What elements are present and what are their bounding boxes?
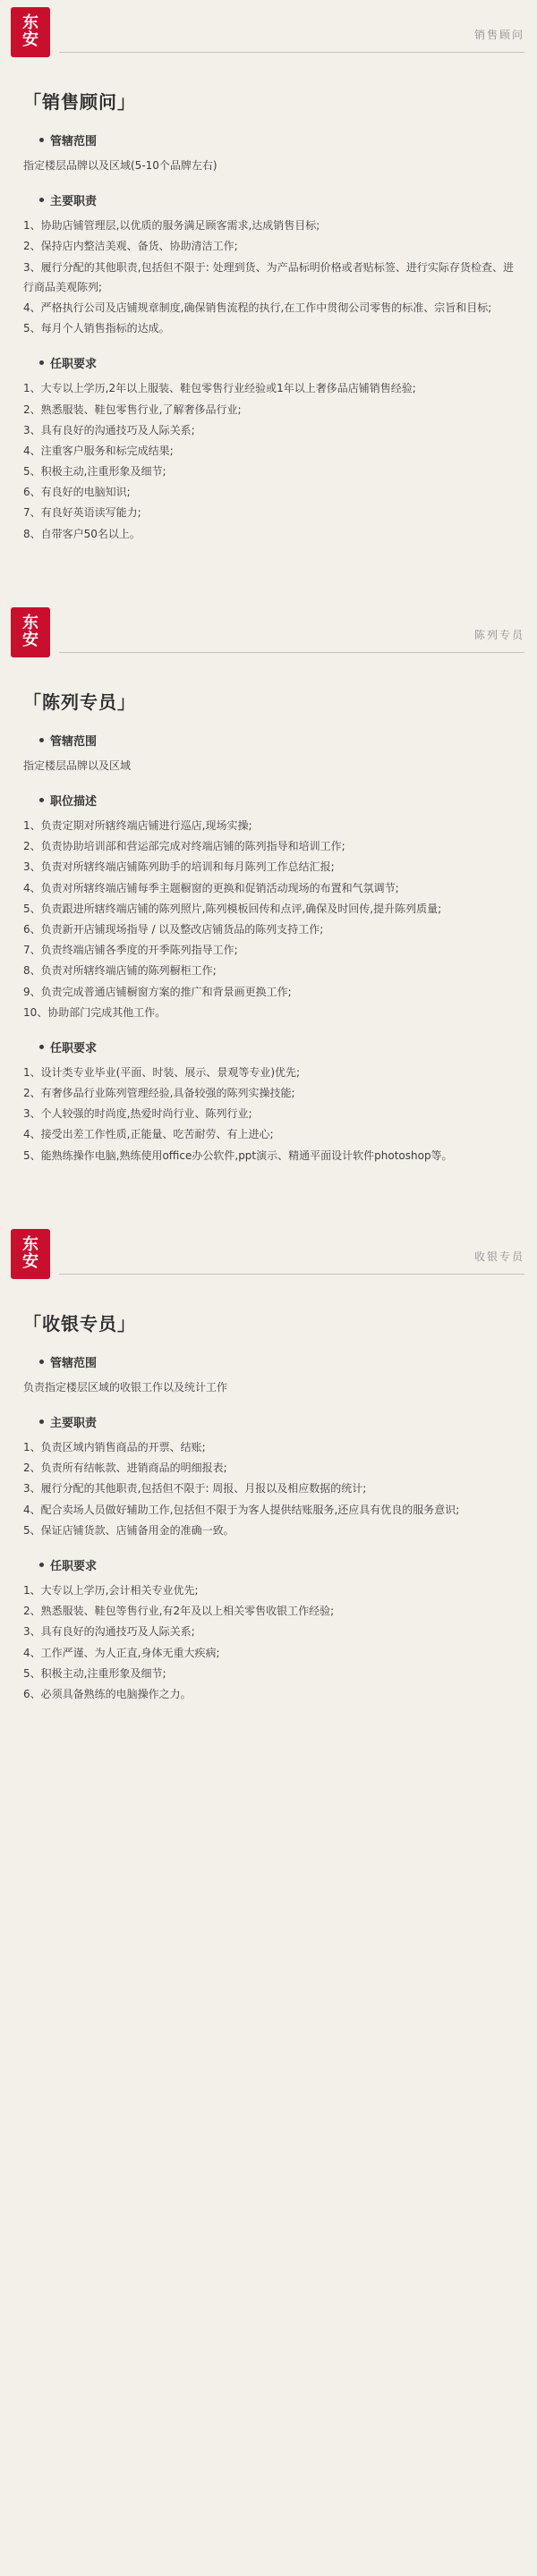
list-item: 8、负责对所辖终端店铺的陈列橱柜工作; <box>23 964 217 978</box>
group-heading-text: 主要职责 <box>50 195 98 209</box>
section-spacer <box>0 570 537 600</box>
brand-logo <box>11 1229 50 1279</box>
list-item: 4、接受出差工作性质,正能量、吃苦耐劳、有上进心; <box>23 1128 274 1141</box>
logo-char-2: 安 <box>22 630 38 649</box>
header-divider <box>59 52 524 53</box>
list-item: 7、负责终端店铺各季度的开季陈列指导工作; <box>23 944 238 957</box>
list-item: 2、熟悉服装、鞋包零售行业,了解奢侈品行业; <box>23 402 242 416</box>
header-label-wrap-3 <box>474 1249 524 1264</box>
job-title-2: 「陈列专员」 <box>23 691 136 713</box>
group-heading-text: 职位描述 <box>50 795 98 809</box>
logo-char-1: 东 <box>22 13 38 33</box>
list-item: 1、负责区域内销售商品的开票、结账; <box>23 1441 206 1453</box>
header-label-1: 销售顾问 <box>473 29 524 41</box>
group-heading-text: 管辖范围 <box>50 135 98 148</box>
group-heading-2-1 <box>39 792 514 809</box>
section-spacer <box>0 1191 537 1222</box>
header-label-wrap-2 <box>474 627 524 642</box>
list-item: 3、具有良好的沟通技巧及人际关系; <box>23 423 195 436</box>
list-item: 1、大专以上学历,2年以上服装、鞋包零售行业经验或1年以上奢侈品店铺销售经验; <box>23 382 416 395</box>
logo-char-2: 安 <box>22 1251 38 1271</box>
list-item: 4、严格执行公司及店铺规章制度,确保销售流程的执行,在工作中贯彻公司零售的标准、宗旨和目标; <box>23 301 492 314</box>
list-item: 4、配合卖场人员做好辅助工作,包括但不限于为客人提供结账服务,还应具有优良的服务意识; <box>23 1503 460 1516</box>
list-item: 3、履行分配的其他职责,包括但不限于: 周报、月报以及相应数据的统计; <box>23 1482 367 1496</box>
bullet-icon <box>39 738 44 742</box>
list-item: 3、具有良好的沟通技巧及人际关系; <box>23 1625 195 1639</box>
group-list-3-1 <box>23 1437 514 1540</box>
group-heading-2-2 <box>39 1038 514 1055</box>
bullet-icon <box>39 360 44 365</box>
bullet-icon <box>39 1419 44 1424</box>
group-list-1-1 <box>23 216 514 338</box>
list-item: 10、协助部门完成其他工作。 <box>23 1005 166 1019</box>
list-item: 2、熟悉服装、鞋包等售行业,有2年及以上相关零售收银工作经验; <box>23 1605 335 1618</box>
brand-logo <box>11 607 50 657</box>
job-title-1: 「销售顾问」 <box>23 91 136 113</box>
group-list-1-2 <box>23 378 514 544</box>
list-item: 4、负责对所辖终端店铺每季主题橱窗的更换和促销活动现场的布置和气氛调节; <box>23 881 399 894</box>
header-label-wrap-1 <box>474 27 524 42</box>
list-item: 4、注重客户服务和标完成结果; <box>23 444 174 457</box>
group-heading-text: 任职要求 <box>50 1041 98 1055</box>
list-item: 1、大专以上学历,会计相关专业优先; <box>23 1583 199 1597</box>
bullet-icon <box>39 1563 44 1567</box>
section-header-2 <box>0 600 537 677</box>
list-item: 5、积极主动,注重形象及细节; <box>23 465 166 479</box>
section-header-1 <box>0 0 537 77</box>
list-item: 5、负责跟进所辖终端店铺的陈列照片,陈列模板回传和点评,确保及时回传,提升陈列质量; <box>23 902 442 915</box>
job-block-3 <box>0 1309 537 1730</box>
list-item: 5、积极主动,注重形象及细节; <box>23 1666 166 1680</box>
group-heading-1-1 <box>39 191 514 208</box>
list-item: 4、工作严谨、为人正直,身体无重大疾病; <box>23 1646 220 1659</box>
list-item: 2、有奢侈品行业陈列管理经验,具备较强的陈列实操技能; <box>23 1087 295 1100</box>
group-heading-text: 管辖范围 <box>50 1356 98 1370</box>
list-item: 1、负责定期对所辖终端店铺进行巡店,现场实操; <box>23 819 252 832</box>
group-paragraph-2-0-0: 指定楼层品牌以及区域 <box>23 758 132 772</box>
job-title-3: 「收银专员」 <box>23 1312 136 1335</box>
logo-char-1: 东 <box>22 1234 38 1254</box>
header-label-3: 收银专员 <box>473 1250 524 1263</box>
bullet-icon <box>39 1360 44 1364</box>
bullet-icon <box>39 138 44 142</box>
header-divider <box>59 1274 524 1275</box>
logo-char-1: 东 <box>22 613 38 632</box>
job-block-1 <box>0 88 537 570</box>
group-heading-text: 管辖范围 <box>50 734 98 749</box>
group-heading-text: 任职要求 <box>50 358 98 372</box>
logo-char-2: 安 <box>22 30 38 49</box>
group-paragraph-1-0-0: 指定楼层品牌以及区域(5-10个品牌左右) <box>23 159 217 172</box>
group-heading-text: 任职要求 <box>50 1559 98 1573</box>
list-item: 6、有良好的电脑知识; <box>23 486 131 499</box>
header-divider <box>59 652 524 653</box>
list-item: 7、有良好英语读写能力; <box>23 506 141 520</box>
list-item: 3、履行分配的其他职责,包括但不限于: 处理到货、为产品标明价格或者贴标签、进行实际存货检查、进行商品美观陈列; <box>23 260 514 293</box>
list-item: 5、能熟练操作电脑,熟练使用office办公软件,ppt演示、精通平面设计软件photoshop等。 <box>23 1148 453 1162</box>
group-list-2-1 <box>23 816 514 1022</box>
list-item: 9、负责完成普通店铺橱窗方案的推广和背景画更换工作; <box>23 985 292 998</box>
group-heading-1-2 <box>39 354 514 371</box>
bullet-icon <box>39 798 44 802</box>
list-item: 6、必须具备熟练的电脑操作之力。 <box>23 1687 192 1700</box>
list-item: 6、负责新开店铺现场指导 / 以及整改店铺货品的陈列支持工作; <box>23 922 324 936</box>
list-item: 2、负责协助培训部和营运部完成对终端店铺的陈列指导和培训工作; <box>23 840 345 853</box>
group-heading-text: 主要职责 <box>50 1417 98 1430</box>
list-item: 5、每月个人销售指标的达成。 <box>23 322 170 335</box>
list-item: 2、负责所有结帐款、进销商品的明细报表; <box>23 1462 227 1475</box>
list-item: 3、负责对所辖终端店铺陈列助手的培训和每月陈列工作总结汇报; <box>23 860 335 874</box>
group-list-2-2 <box>23 1063 514 1165</box>
group-heading-1-0 <box>39 131 514 148</box>
list-item: 5、保证店铺货款、店铺备用金的准确一致。 <box>23 1523 234 1537</box>
bullet-icon <box>39 198 44 202</box>
group-list-3-2 <box>23 1580 514 1704</box>
list-item: 1、设计类专业毕业(平面、时装、展示、景观等专业)优先; <box>23 1065 301 1079</box>
job-block-2 <box>0 688 537 1191</box>
group-heading-3-1 <box>39 1413 514 1430</box>
group-heading-2-0 <box>39 732 514 749</box>
group-heading-3-2 <box>39 1556 514 1573</box>
brand-logo <box>11 7 50 57</box>
list-item: 2、保持店内整洁美观、备货、协助清洁工作; <box>23 240 238 253</box>
group-heading-3-0 <box>39 1353 514 1370</box>
list-item: 3、个人较强的时尚度,热爱时尚行业、陈列行业; <box>23 1107 252 1121</box>
group-paragraph-3-0-0: 负责指定楼层区域的收银工作以及统计工作 <box>23 1380 228 1394</box>
list-item: 8、自带客户50名以上。 <box>23 527 141 540</box>
list-item: 1、协助店铺管理层,以优质的服务满足顾客需求,达成销售目标; <box>23 219 320 233</box>
header-label-2: 陈列专员 <box>473 628 524 641</box>
bullet-icon <box>39 1045 44 1049</box>
section-header-3 <box>0 1222 537 1299</box>
